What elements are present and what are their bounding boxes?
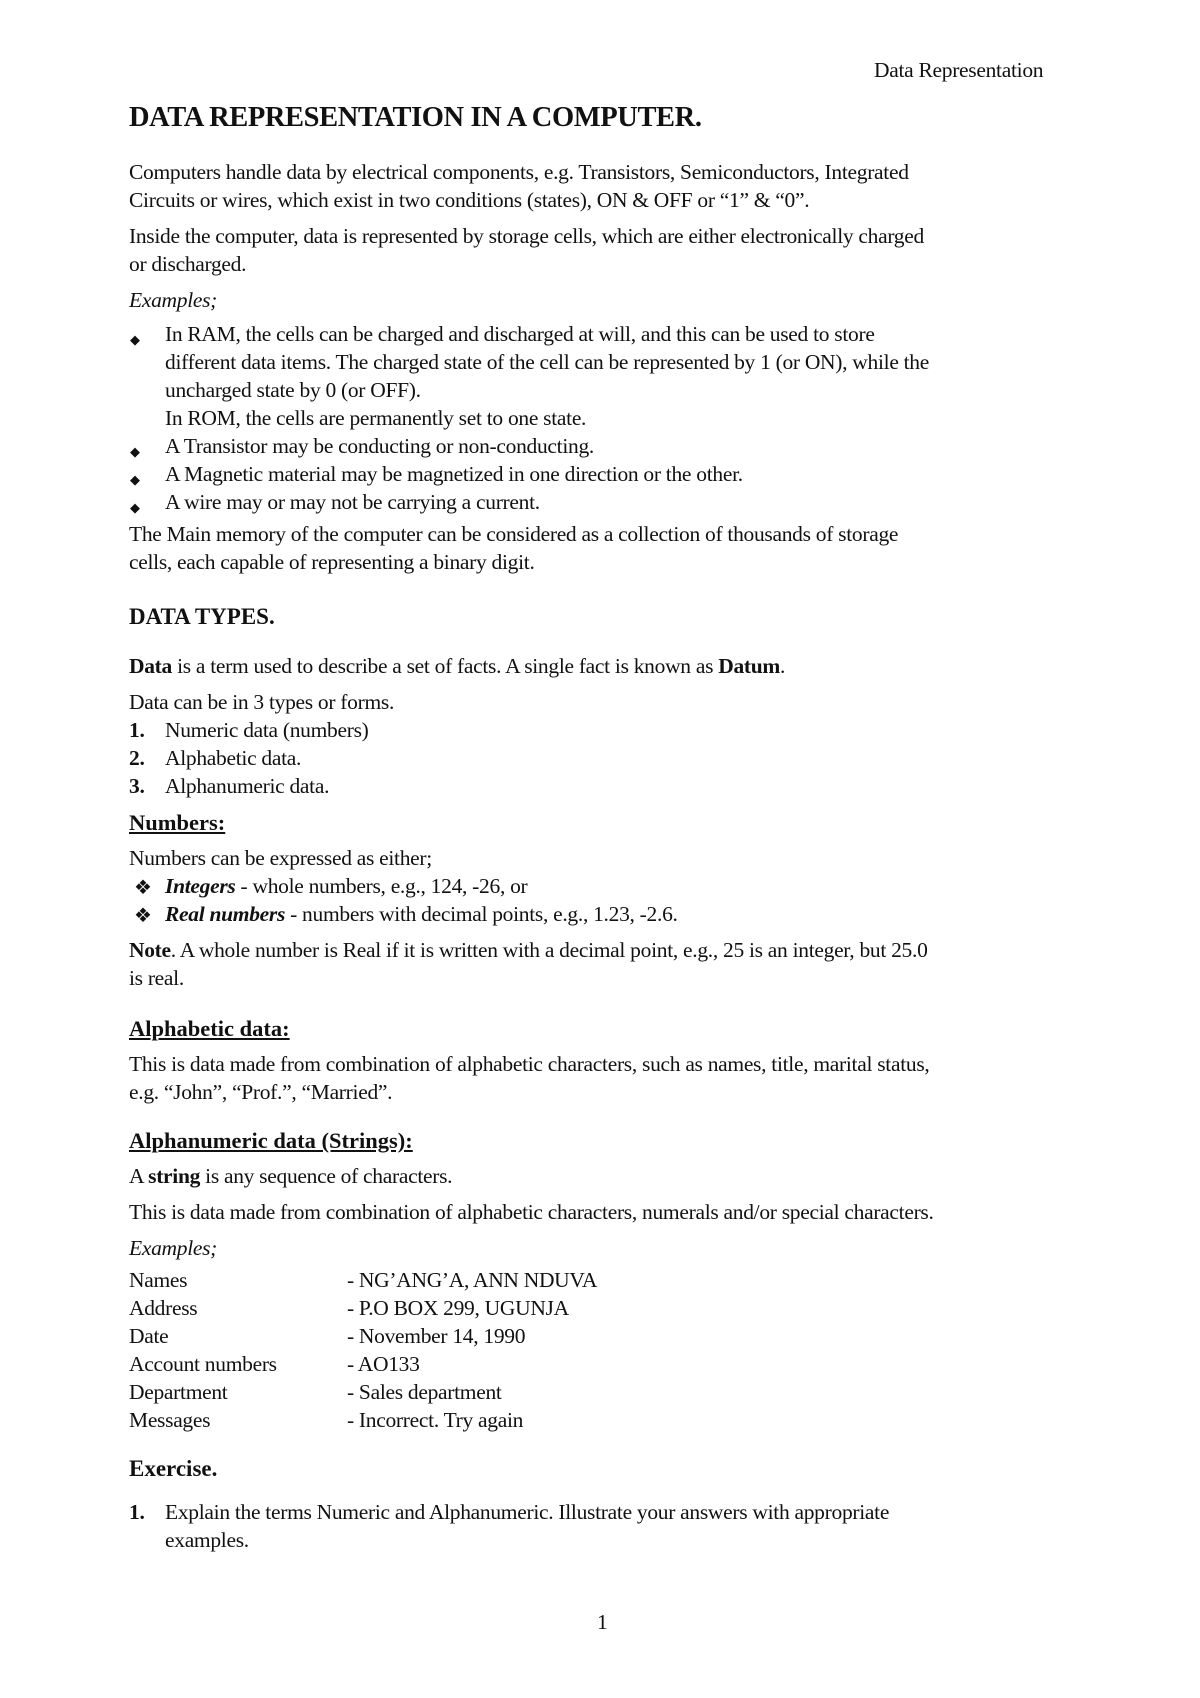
numbers-item-real <box>165 902 678 927</box>
form-item-numeric: Numeric data (numbers) <box>165 718 369 742</box>
integers-text: - whole numbers, e.g., 124, -26, or <box>235 874 528 898</box>
string-definition <box>129 1164 452 1189</box>
list-number: 3. <box>129 774 145 798</box>
real-numbers-text: - numbers with decimal points, e.g., 1.23, -2.6. <box>285 902 678 926</box>
bullet-3: A Magnetic material may be magnetized in one direction or the other. <box>165 462 743 486</box>
note-line-2: is real. <box>129 966 184 990</box>
string-post: is any sequence of characters. <box>200 1164 453 1188</box>
exercise-item-line-1: Explain the terms Numeric and Alphanumeric. Illustrate your answers with appropriate <box>165 1500 890 1524</box>
data-types-heading: DATA TYPES. <box>129 604 275 629</box>
alphabetic-line-2: e.g. “John”, “Prof.”, “Married”. <box>129 1080 393 1104</box>
form-item-alphanumeric: Alphanumeric data. <box>165 774 330 798</box>
data-definition-text: is a term used to describe a set of facts. A single fact is known as <box>172 654 719 678</box>
table-value: - Incorrect. Try again <box>347 1408 524 1432</box>
examples-label: Examples; <box>129 288 218 312</box>
table-value: - P.O BOX 299, UGUNJA <box>347 1296 569 1320</box>
alphanumeric-line-2: This is data made from combination of alphabetic characters, numerals and/or special characters. <box>129 1200 934 1224</box>
bullet-4: A wire may or may not be carrying a current. <box>165 490 540 514</box>
exercise-item-line-2: examples. <box>165 1528 249 1552</box>
star-bullet-icon: ❖ <box>134 877 152 899</box>
note-label: Note <box>129 938 171 962</box>
table-label: Date <box>129 1324 169 1348</box>
form-item-alphabetic: Alphabetic data. <box>165 746 302 770</box>
running-header: Data Representation <box>874 58 1044 82</box>
numbers-intro: Numbers can be expressed as either; <box>129 846 432 870</box>
intro-paragraph-1-line-1: Computers handle data by electrical components, e.g. Transistors, Semiconductors, Integrated <box>129 160 909 184</box>
bullet-2: A Transistor may be conducting or non-conducting. <box>165 434 594 458</box>
numbers-item-integers <box>165 874 527 899</box>
diamond-bullet-icon: ◆ <box>130 500 140 515</box>
integers-term: Integers <box>165 874 236 898</box>
diamond-bullet-icon: ◆ <box>130 332 140 347</box>
bullet-1-line-2: different data items. The charged state of the cell can be represented by 1 (or ON), while the <box>165 350 930 374</box>
table-label: Account numbers <box>129 1352 277 1376</box>
bullet-1-line-3: uncharged state by 0 (or OFF). <box>165 378 421 402</box>
bullet-1-line-1: In RAM, the cells can be charged and discharged at will, and this can be used to store <box>165 322 875 346</box>
real-numbers-term: Real numbers <box>165 902 286 926</box>
examples-label: Examples; <box>129 1236 218 1260</box>
table-label: Department <box>129 1380 228 1404</box>
star-bullet-icon: ❖ <box>134 905 152 927</box>
alphanumeric-heading: Alphanumeric data (Strings): <box>129 1128 413 1153</box>
string-term: string <box>148 1164 201 1188</box>
list-number: 2. <box>129 746 145 770</box>
note-text: . A whole number is Real if it is written with a decimal point, e.g., 25 is an integer, but 25.0 <box>170 938 928 962</box>
numbers-heading: Numbers: <box>129 810 226 835</box>
main-memory-line-1: The Main memory of the computer can be considered as a collection of thousands of storage <box>129 522 899 546</box>
datum-term: Datum <box>718 654 781 678</box>
main-memory-line-2: cells, each capable of representing a binary digit. <box>129 550 535 574</box>
intro-paragraph-2-line-1: Inside the computer, data is represented by storage cells, which are either electronically charged <box>129 224 924 248</box>
table-label: Names <box>129 1268 188 1292</box>
bullet-1-line-4: In ROM, the cells are permanently set to one state. <box>165 406 587 430</box>
table-label: Messages <box>129 1408 211 1432</box>
table-value: - NG’ANG’A, ANN NDUVA <box>347 1268 598 1292</box>
string-pre: A <box>129 1164 149 1188</box>
list-number: 1. <box>129 1500 145 1524</box>
diamond-bullet-icon: ◆ <box>130 444 140 459</box>
data-term: Data <box>129 654 172 678</box>
definition-period: . <box>780 654 786 678</box>
alphabetic-line-1: This is data made from combination of alphabetic characters, such as names, title, marital status, <box>129 1052 930 1076</box>
table-value: - Sales department <box>347 1380 502 1404</box>
page-title: DATA REPRESENTATION IN A COMPUTER. <box>129 102 702 133</box>
table-value: - AO133 <box>347 1352 420 1376</box>
exercise-heading: Exercise. <box>129 1456 218 1481</box>
intro-paragraph-1-line-2: Circuits or wires, which exist in two conditions (states), ON & OFF or “1” & “0”. <box>129 188 810 212</box>
alphabetic-heading: Alphabetic data: <box>129 1016 290 1041</box>
diamond-bullet-icon: ◆ <box>130 472 140 487</box>
list-number: 1. <box>129 718 145 742</box>
forms-intro: Data can be in 3 types or forms. <box>129 690 395 714</box>
table-value: - November 14, 1990 <box>347 1324 526 1348</box>
data-definition <box>129 654 785 679</box>
note-line-1 <box>129 938 928 963</box>
page-number: 1 <box>597 1610 608 1634</box>
table-label: Address <box>129 1296 198 1320</box>
intro-paragraph-2-line-2: or discharged. <box>129 252 247 276</box>
